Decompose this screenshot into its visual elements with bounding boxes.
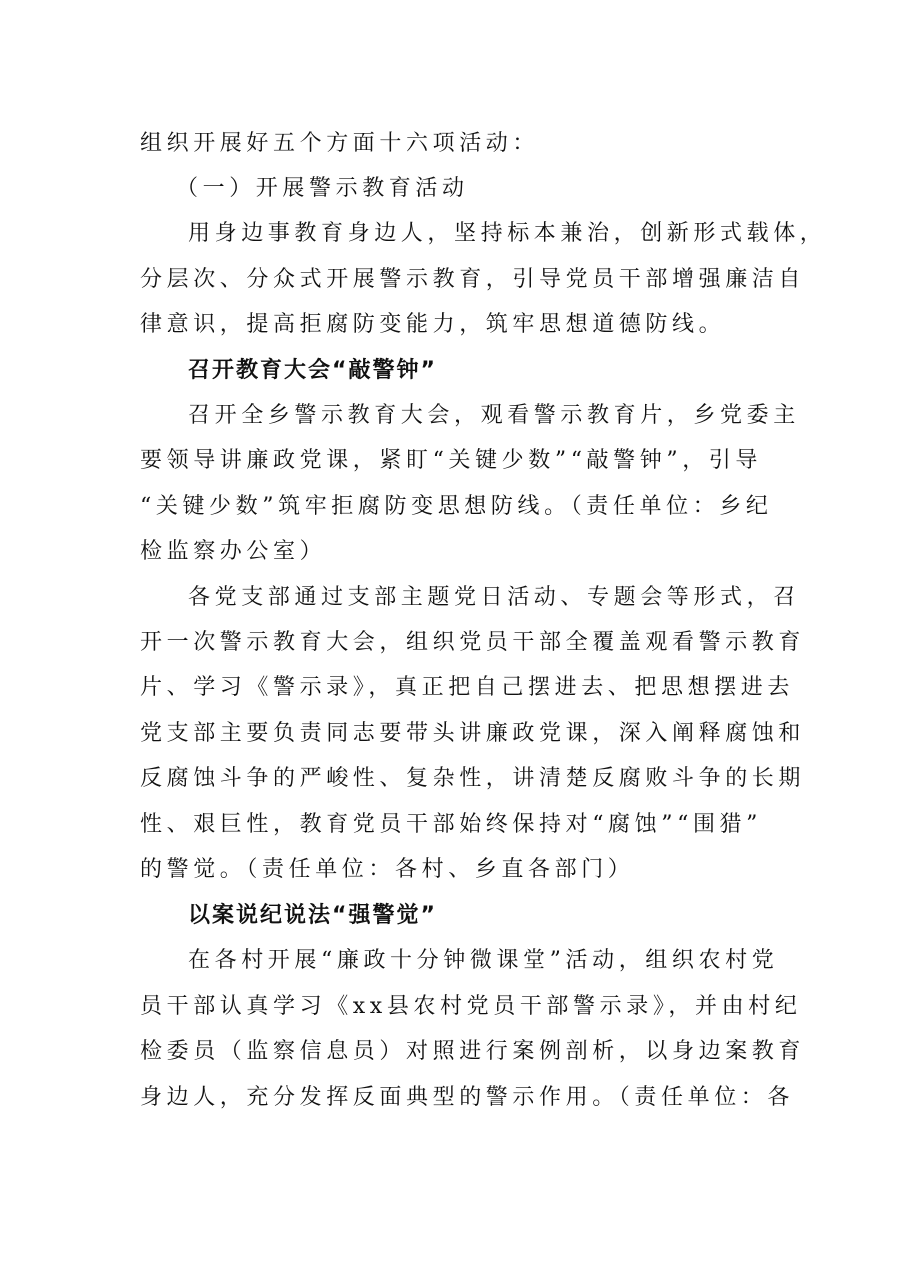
body-text-line: 检监察办公室） [140,539,327,564]
body-text-line: 检委员（监察信息员）对照进行案例剖析，以身边案教育 [140,1039,806,1064]
body-text-line: 员干部认真学习《xx县农村党员干部警示录》，并由村纪 [140,994,802,1019]
body-text-line: 分层次、分众式开展警示教育，引导党员干部增强廉洁自 [140,267,806,292]
body-text-line: 性、艰巨性，教育党员干部始终保持对“腐蚀”“围猎” [140,812,762,837]
section-heading: （一）开展警示教育活动 [176,176,469,201]
subsection-heading: 以案说纪说法“强警觉” [188,903,437,928]
body-text-line: 反腐蚀斗争的严峻性、复杂性，讲清楚反腐败斗争的长期 [140,766,806,791]
body-text-line: 的警觉。（责任单位：各村、乡直各部门） [140,857,635,882]
body-text-line: 要领导讲廉政党课，紧盯“关键少数”“敲警钟”，引导 [140,448,762,473]
body-text-line: 召开全乡警示教育大会，观看警示教育片，乡党委主 [188,403,800,428]
subsection-heading: 召开教育大会“敲警钟” [188,358,437,383]
body-text-line: 党支部主要负责同志要带头讲廉政党课，深入阐释腐蚀和 [140,721,806,746]
body-text-line: “关键少数”筑牢拒腐防变思想防线。（责任单位：乡纪 [140,494,773,519]
body-text-line: 片、学习《警示录》，真正把自己摆进去、把思想摆进去 [140,675,795,700]
body-text-line: 开一次警示教育大会，组织党员干部全覆盖观看警示教育 [140,630,806,655]
body-text-line: 律意识，提高拒腐防变能力，筑牢思想道德防线。 [140,312,726,337]
body-text-line: 身边人，充分发挥反面典型的警示作用。（责任单位：各 [140,1085,795,1110]
body-text-line: 在各村开展“廉政十分钟微课堂”活动，组织农村党 [188,948,779,973]
body-text-line: 组织开展好五个方面十六项活动： [140,131,540,156]
body-text-line: 用身边事教育身边人，坚持标本兼治，创新形式载体， [188,221,827,246]
body-text-line: 各党支部通过支部主题党日活动、专题会等形式，召 [188,585,800,610]
